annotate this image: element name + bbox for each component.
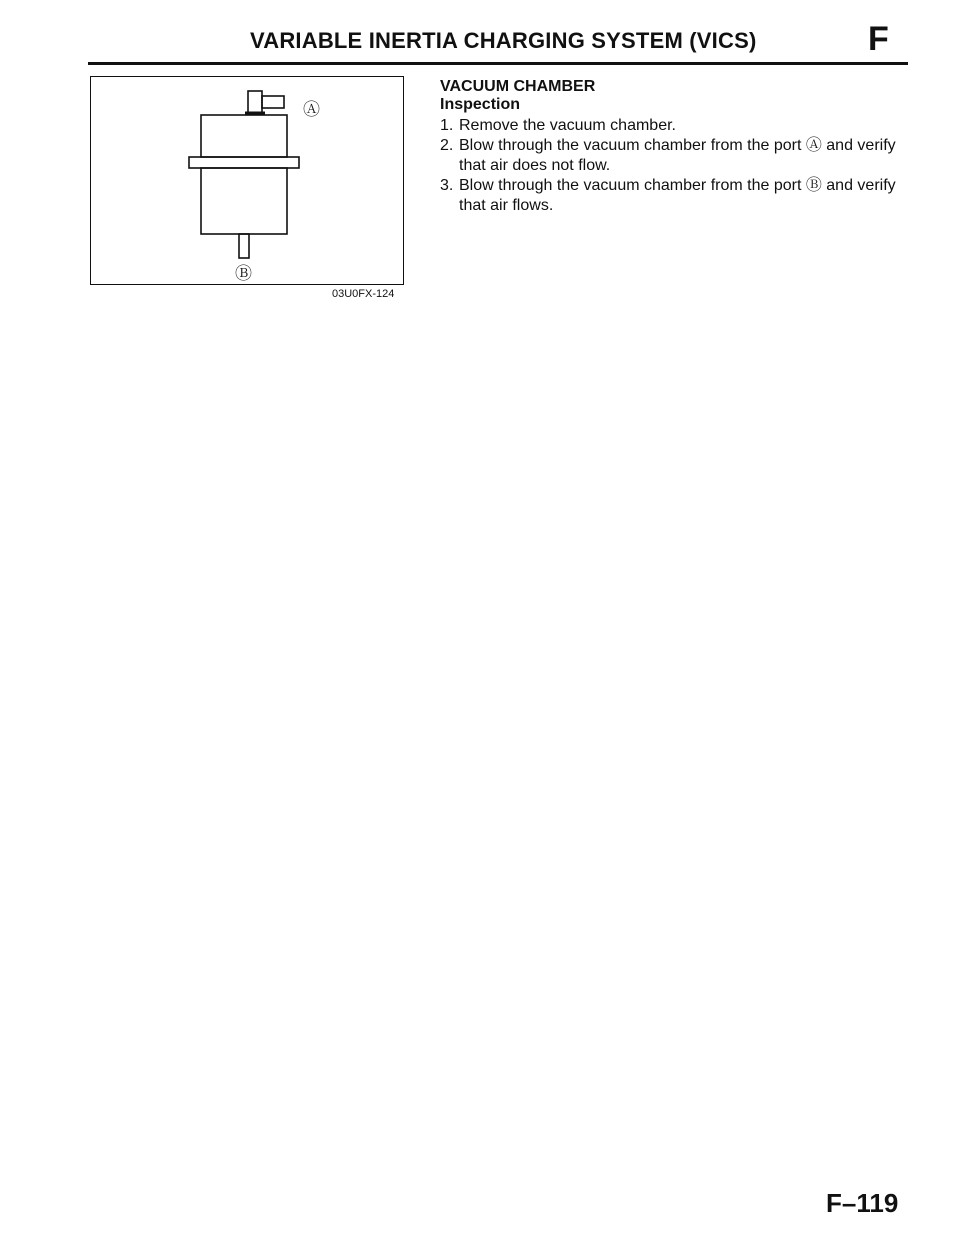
step-item	[440, 176, 910, 216]
step-number: 2.	[440, 137, 454, 154]
port-b-nozzle	[239, 234, 249, 258]
port-a-connector	[248, 91, 262, 113]
step-text: Remove the vacuum chamber.	[459, 117, 676, 134]
section-heading: VACUUM CHAMBER	[440, 78, 596, 95]
inspection-steps	[440, 116, 910, 216]
page-header-title: VARIABLE INERTIA CHARGING SYSTEM (VICS)	[250, 28, 757, 53]
chamber-lower-body	[201, 168, 287, 234]
figure-code: 03U0FX-124	[332, 288, 395, 300]
step-item	[440, 136, 910, 176]
chamber-flange	[189, 157, 299, 168]
header-rule	[88, 62, 908, 65]
vacuum-chamber-figure	[90, 76, 404, 285]
inspection-text	[440, 78, 910, 216]
page-number: F–119	[826, 1188, 899, 1218]
step-number: 1.	[440, 117, 454, 134]
step-item	[440, 116, 910, 136]
port-a-nozzle	[262, 96, 284, 108]
vacuum-chamber-diagram	[91, 77, 405, 286]
section-letter: F	[868, 20, 889, 58]
chamber-upper-body	[201, 115, 287, 157]
port-a-label: Ⓐ	[303, 100, 320, 120]
step-text: Blow through the vacuum chamber from the port Ⓐ and verify that air does not flow.	[459, 137, 896, 174]
step-number: 3.	[440, 177, 454, 194]
sub-heading: Inspection	[440, 96, 521, 113]
step-text: Blow through the vacuum chamber from the port Ⓑ and verify that air flows.	[459, 177, 896, 214]
port-b-label: Ⓑ	[235, 264, 252, 284]
